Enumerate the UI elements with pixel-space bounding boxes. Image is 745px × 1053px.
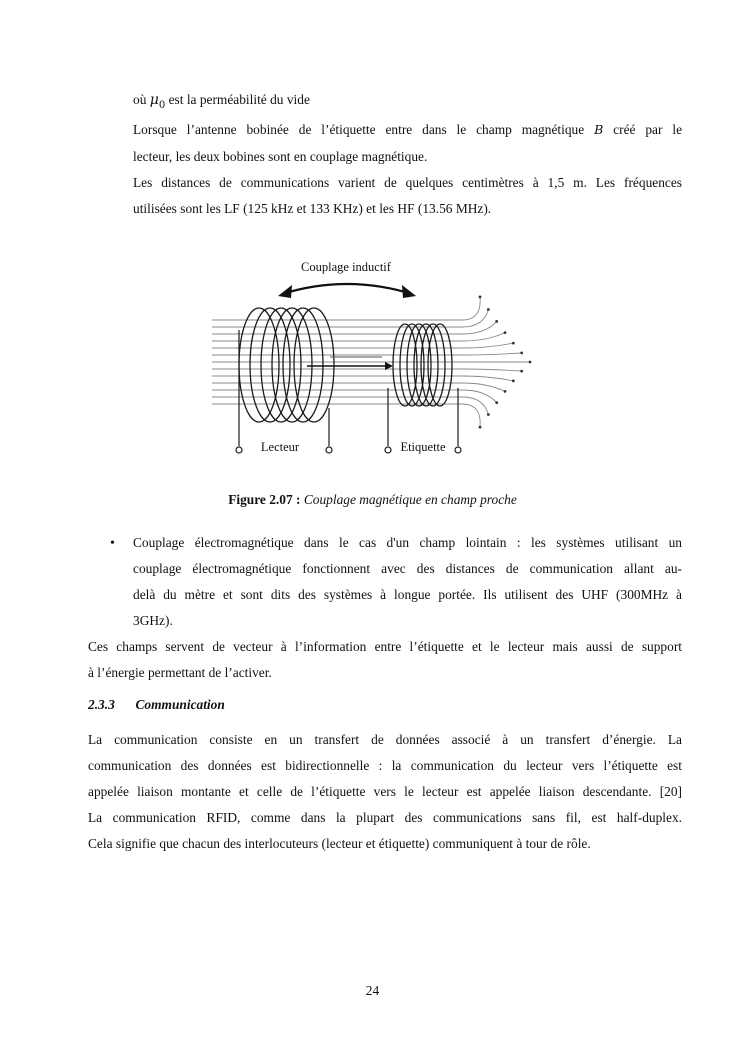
field-line-end xyxy=(479,426,482,429)
figure-label-reader: Lecteur xyxy=(260,440,300,454)
figure-label-top: Couplage inductif xyxy=(301,260,391,274)
reader-coil-turn xyxy=(261,308,301,422)
mu-definition-line xyxy=(133,92,310,114)
mu-symbol: $\mu_0$ xyxy=(149,92,166,111)
field-line-end xyxy=(487,308,490,311)
paragraph5-line5: Cela signifie que chacun des interlocuteurs (lecteur et étiquette) communiquent à tour de rôle. xyxy=(88,836,591,851)
bullet-line1: Couplage électromagnétique dans le cas d'un champ lointain : les systèmes utilisant un xyxy=(133,535,682,550)
field-line-end xyxy=(529,361,532,364)
field-line-end xyxy=(495,401,498,404)
paragraph4-line2: à l’énergie permettant de l’activer. xyxy=(88,665,272,680)
field-line xyxy=(212,376,513,381)
field-line xyxy=(212,310,488,328)
field-line-end xyxy=(479,296,482,299)
field-line-end xyxy=(504,331,507,334)
field-line xyxy=(212,369,522,371)
reader-coil xyxy=(239,308,334,422)
field-line xyxy=(212,404,480,427)
reader-coil-turn xyxy=(272,308,312,422)
field-line-end xyxy=(487,413,490,416)
coupling-arrow xyxy=(282,284,412,294)
reader-coil-turn xyxy=(239,308,279,422)
field-line xyxy=(212,297,480,320)
field-line xyxy=(212,353,522,355)
paragraph5-line1: La communication consiste en un transfert de données associé à un transfert d’énergie. La xyxy=(88,732,682,747)
section-title: Communication xyxy=(135,697,225,712)
tag-coil xyxy=(393,324,452,406)
coupling-arrow-head-left xyxy=(278,285,292,298)
page-number: 24 xyxy=(365,983,380,998)
section-heading xyxy=(88,697,225,713)
figure-caption-text: Couplage magnétique en champ proche xyxy=(303,492,517,507)
paragraph5-line2: communication des données est bidirectionnelle : la communication du lecteur vers l’étiquette est xyxy=(88,758,682,773)
section-number: 2.3.3 xyxy=(88,697,115,712)
field-line-end xyxy=(495,320,498,323)
field-line-end xyxy=(520,352,523,355)
paragraph3-line1: Les distances de communications varient de quelques centimètres à 1,5 m. Les fréquences xyxy=(133,175,682,190)
paragraph2-line1: Lorsque l’antenne bobinée de l’étiquette entre dans le champ magnétique B créé par le xyxy=(133,122,683,137)
field-line xyxy=(212,343,513,348)
field-line-end xyxy=(512,342,515,345)
figure-caption-number: Figure 2.07 : xyxy=(228,492,301,507)
paragraph4-line1: Ces champs servent de vecteur à l’information entre l’étiquette et le lecteur mais aussi de support xyxy=(88,639,682,654)
coupling-arrow-head-right xyxy=(402,285,416,298)
figure-caption xyxy=(0,492,745,508)
bullet-symbol: • xyxy=(110,536,115,551)
reader-coil-turn xyxy=(283,308,323,422)
field-line-end xyxy=(520,370,523,373)
inductive-coupling-figure xyxy=(212,258,538,458)
mu-prefix: où xyxy=(133,92,147,107)
mu-definition-text: est la perméabilité du vide xyxy=(168,92,310,107)
paragraph5-line4: La communication RFID, comme dans la plupart des communications sans fil, est half-duplex. xyxy=(88,810,682,825)
paragraph5-line3: appelée liaison montante et celle de l’étiquette vers le lecteur est appelée liaison descendante. [20] xyxy=(88,784,682,799)
bullet-line3: delà du mètre et sont dits des systèmes à longue portée. Ils utilisent des UHF (300MHz à xyxy=(133,587,682,602)
symbol-B: B xyxy=(594,122,604,137)
field-line-end xyxy=(512,380,515,383)
reader-coil-turn xyxy=(250,308,290,422)
bullet-line4: 3GHz). xyxy=(133,613,173,628)
paragraph3-line2: utilisées sont les LF (125 kHz et 133 KHz) et les HF (13.56 MHz). xyxy=(133,201,492,216)
paragraph2-line2: lecteur, les deux bobines sont en couplage magnétique. xyxy=(133,149,428,164)
figure-label-tag: Etiquette xyxy=(400,440,446,454)
field-line-end xyxy=(504,390,507,393)
reader-coil-turn xyxy=(294,308,334,422)
bullet-line2: couplage électromagnétique fonctionnent avec des distances de communication allant au- xyxy=(133,561,682,576)
